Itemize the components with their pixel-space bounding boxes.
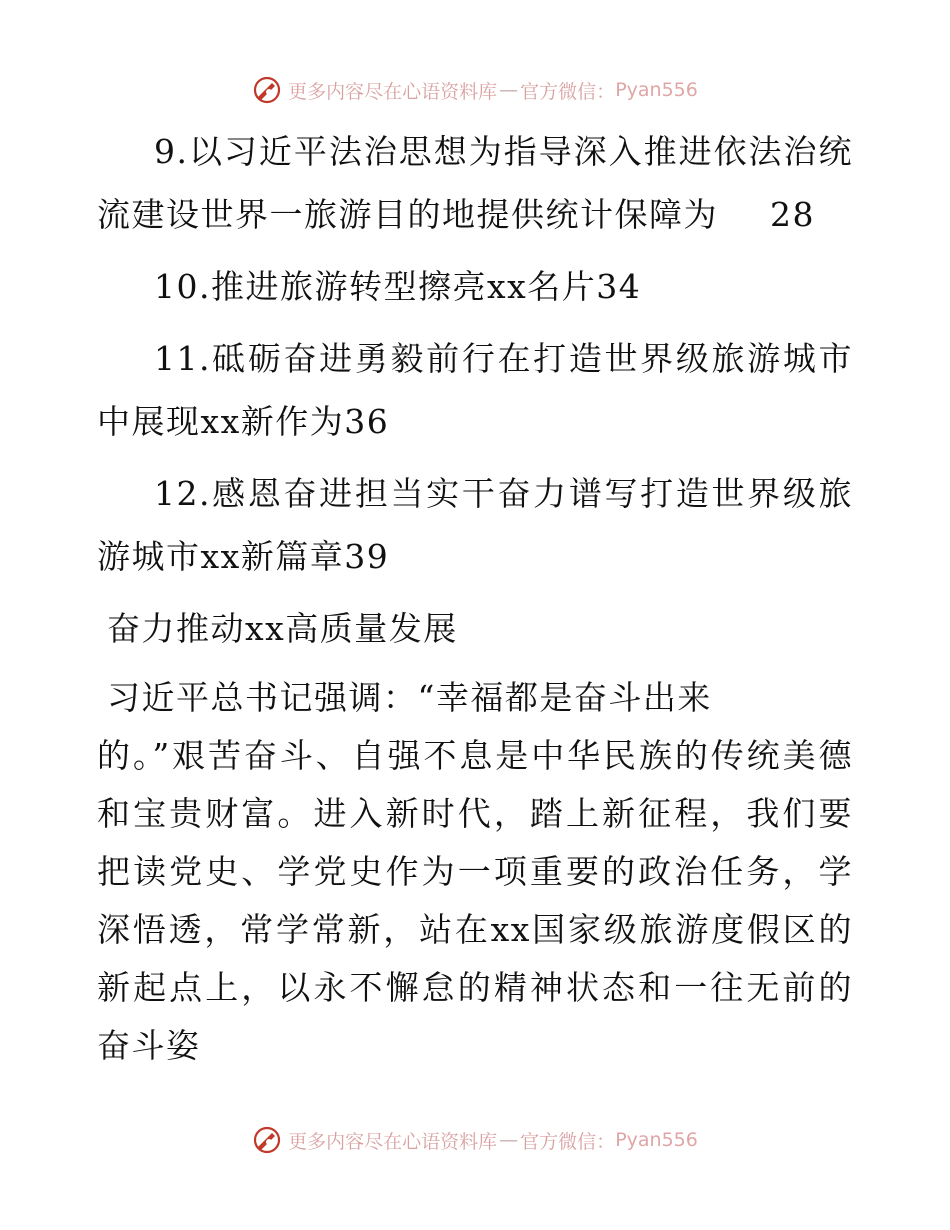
- toc-entry-page: 36: [344, 402, 390, 441]
- toc-entry-text: 10.推进旅游转型擦亮xx名片: [154, 267, 597, 306]
- toc-entry-9: [97, 120, 853, 246]
- toc-entry-11: [97, 327, 853, 453]
- toc-entry-page: 28: [770, 195, 815, 234]
- toc-entry-text: 9.以习近平法治思想为指导深入推进依法治统流建设世界一旅游目的地提供统计保障为: [97, 132, 853, 234]
- header-watermark: [0, 70, 950, 110]
- toc-entry-page: 39: [344, 537, 390, 576]
- watermark-wechat-label: 官方微信：: [520, 1130, 616, 1153]
- document-body: [97, 120, 853, 1075]
- footer-watermark: [0, 1120, 950, 1160]
- toc-entry-text: 11.砥砺奋进勇毅前行在打造世界级旅游城市中展现xx新作为: [97, 339, 853, 441]
- watermark-text: 更多内容尽在心语资料库: [288, 1130, 498, 1153]
- pen-circle-logo-icon: [252, 1125, 282, 1155]
- article-intro: 习近平总书记强调：“幸福都是奋斗出来: [107, 678, 712, 717]
- watermark-wechat-label: 官方微信：: [520, 80, 616, 103]
- article-title: 奋力推动xx高质量发展: [107, 609, 458, 648]
- toc-entry-10: [97, 255, 853, 318]
- watermark-separator: —: [499, 1129, 519, 1151]
- toc-entry-text: 12.感恩奋进担当实干奋力谱写打造世界级旅游城市xx新篇章: [97, 474, 853, 576]
- watermark-separator: —: [499, 79, 519, 101]
- pen-circle-logo-icon: [252, 75, 282, 105]
- watermark-text: 更多内容尽在心语资料库: [288, 80, 498, 103]
- watermark-handle: Pyan556: [615, 79, 698, 101]
- article-paragraph: 的。”艰苦奋斗、自强不息是中华民族的传统美德和宝贵财富。进入新时代，踏上新征程，我们要把读党史、学党史作为一项重要的政治任务，学深悟透，常学常新，站在xx国家级旅游度假区的新起点上，以永不懈怠的精神状态和一往无前的奋斗姿: [97, 736, 853, 1065]
- watermark-handle: Pyan556: [615, 1129, 698, 1151]
- toc-entry-page: 34: [596, 267, 642, 306]
- toc-entry-12: [97, 462, 853, 588]
